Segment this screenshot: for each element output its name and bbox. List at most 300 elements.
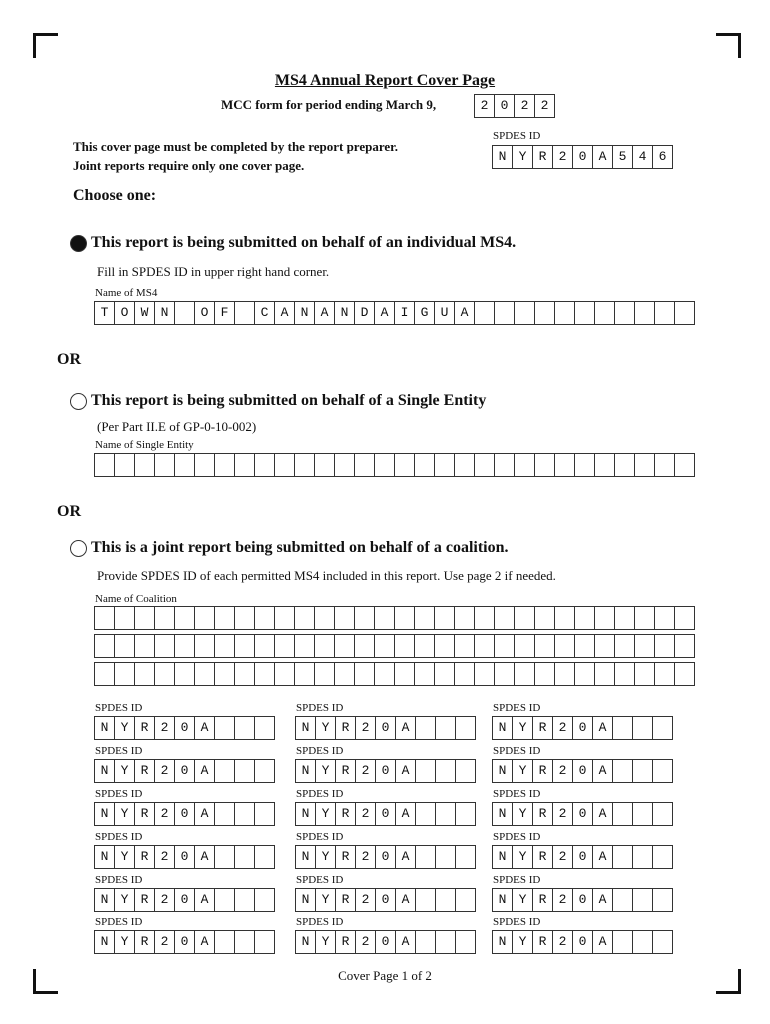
char-box[interactable]: N: [94, 888, 115, 912]
char-box[interactable]: 2: [154, 930, 175, 954]
char-box[interactable]: [415, 716, 436, 740]
char-box[interactable]: A: [395, 888, 416, 912]
char-box[interactable]: Y: [512, 845, 533, 869]
char-box[interactable]: [494, 453, 515, 477]
char-box[interactable]: R: [335, 759, 356, 783]
char-box[interactable]: [174, 453, 195, 477]
char-box[interactable]: [414, 662, 435, 686]
char-box[interactable]: N: [94, 759, 115, 783]
char-box[interactable]: [254, 845, 275, 869]
char-box[interactable]: [612, 930, 633, 954]
char-box[interactable]: 0: [375, 888, 396, 912]
char-box[interactable]: [652, 802, 673, 826]
option-individual-radio[interactable]: [70, 235, 87, 252]
coalition-spdes-field[interactable]: [295, 716, 476, 740]
char-box[interactable]: 2: [154, 888, 175, 912]
char-box[interactable]: [434, 606, 455, 630]
char-box[interactable]: 2: [474, 94, 495, 118]
char-box[interactable]: N: [492, 145, 513, 169]
char-box[interactable]: [554, 453, 575, 477]
char-box[interactable]: [234, 662, 255, 686]
char-box[interactable]: 2: [552, 888, 573, 912]
char-box[interactable]: N: [334, 301, 355, 325]
coalition-spdes-field[interactable]: [94, 759, 275, 783]
coalition-spdes-field[interactable]: [492, 759, 673, 783]
char-box[interactable]: A: [194, 845, 215, 869]
char-box[interactable]: 0: [174, 716, 195, 740]
char-box[interactable]: [154, 453, 175, 477]
char-box[interactable]: [214, 930, 235, 954]
char-box[interactable]: [294, 634, 315, 658]
char-box[interactable]: [514, 606, 535, 630]
char-box[interactable]: 0: [174, 888, 195, 912]
char-box[interactable]: [634, 606, 655, 630]
char-box[interactable]: I: [394, 301, 415, 325]
char-box[interactable]: Y: [114, 888, 135, 912]
char-box[interactable]: [455, 888, 476, 912]
char-box[interactable]: A: [194, 716, 215, 740]
char-box[interactable]: 2: [154, 845, 175, 869]
char-box[interactable]: [174, 301, 195, 325]
char-box[interactable]: 2: [154, 802, 175, 826]
char-box[interactable]: [414, 606, 435, 630]
char-box[interactable]: R: [532, 888, 553, 912]
char-box[interactable]: R: [134, 802, 155, 826]
char-box[interactable]: [652, 759, 673, 783]
char-box[interactable]: N: [295, 802, 316, 826]
char-box[interactable]: R: [532, 759, 553, 783]
char-box[interactable]: [114, 634, 135, 658]
char-box[interactable]: [254, 888, 275, 912]
char-box[interactable]: N: [295, 888, 316, 912]
char-box[interactable]: [234, 606, 255, 630]
char-box[interactable]: [674, 634, 695, 658]
char-box[interactable]: [594, 662, 615, 686]
char-box[interactable]: [454, 634, 475, 658]
char-box[interactable]: [214, 845, 235, 869]
char-box[interactable]: [274, 634, 295, 658]
char-box[interactable]: 2: [552, 845, 573, 869]
char-box[interactable]: A: [592, 759, 613, 783]
char-box[interactable]: Y: [315, 888, 336, 912]
char-box[interactable]: [554, 634, 575, 658]
char-box[interactable]: Y: [315, 759, 336, 783]
char-box[interactable]: [534, 634, 555, 658]
coalition-spdes-field[interactable]: [295, 759, 476, 783]
char-box[interactable]: [214, 662, 235, 686]
char-box[interactable]: U: [434, 301, 455, 325]
char-box[interactable]: 2: [355, 845, 376, 869]
coalition-spdes-field[interactable]: [94, 802, 275, 826]
char-box[interactable]: R: [134, 888, 155, 912]
char-box[interactable]: [674, 301, 695, 325]
char-box[interactable]: [614, 634, 635, 658]
char-box[interactable]: [455, 759, 476, 783]
char-box[interactable]: A: [592, 145, 613, 169]
single-entity-name-field[interactable]: [94, 453, 695, 477]
char-box[interactable]: 2: [552, 930, 573, 954]
char-box[interactable]: 2: [552, 802, 573, 826]
char-box[interactable]: [374, 634, 395, 658]
char-box[interactable]: [434, 662, 455, 686]
char-box[interactable]: [674, 453, 695, 477]
char-box[interactable]: Y: [512, 145, 533, 169]
char-box[interactable]: T: [94, 301, 115, 325]
option-coalition-radio[interactable]: [70, 540, 87, 557]
char-box[interactable]: R: [532, 802, 553, 826]
char-box[interactable]: [94, 662, 115, 686]
char-box[interactable]: A: [395, 802, 416, 826]
char-box[interactable]: R: [532, 145, 553, 169]
char-box[interactable]: Y: [315, 716, 336, 740]
char-box[interactable]: [455, 716, 476, 740]
char-box[interactable]: G: [414, 301, 435, 325]
char-box[interactable]: [174, 634, 195, 658]
char-box[interactable]: [514, 662, 535, 686]
char-box[interactable]: [154, 634, 175, 658]
char-box[interactable]: R: [335, 888, 356, 912]
char-box[interactable]: [374, 662, 395, 686]
char-box[interactable]: Y: [114, 716, 135, 740]
char-box[interactable]: N: [492, 759, 513, 783]
char-box[interactable]: [254, 634, 275, 658]
char-box[interactable]: [254, 930, 275, 954]
char-box[interactable]: [414, 453, 435, 477]
char-box[interactable]: O: [194, 301, 215, 325]
char-box[interactable]: N: [154, 301, 175, 325]
char-box[interactable]: Y: [114, 930, 135, 954]
char-box[interactable]: R: [532, 930, 553, 954]
char-box[interactable]: [134, 453, 155, 477]
char-box[interactable]: [632, 759, 653, 783]
char-box[interactable]: [254, 606, 275, 630]
char-box[interactable]: [194, 453, 215, 477]
char-box[interactable]: [554, 662, 575, 686]
char-box[interactable]: A: [374, 301, 395, 325]
char-box[interactable]: A: [395, 759, 416, 783]
char-box[interactable]: Y: [512, 888, 533, 912]
char-box[interactable]: R: [335, 802, 356, 826]
char-box[interactable]: Y: [315, 802, 336, 826]
char-box[interactable]: [254, 662, 275, 686]
spdes-main-field[interactable]: [492, 145, 673, 169]
char-box[interactable]: [632, 802, 653, 826]
char-box[interactable]: [455, 845, 476, 869]
coalition-spdes-field[interactable]: [295, 930, 476, 954]
char-box[interactable]: [415, 888, 436, 912]
char-box[interactable]: 2: [154, 759, 175, 783]
coalition-spdes-field[interactable]: [295, 845, 476, 869]
coalition-spdes-field[interactable]: [492, 930, 673, 954]
char-box[interactable]: N: [294, 301, 315, 325]
char-box[interactable]: [234, 759, 255, 783]
char-box[interactable]: [294, 606, 315, 630]
char-box[interactable]: [234, 930, 255, 954]
char-box[interactable]: N: [492, 930, 513, 954]
char-box[interactable]: [434, 634, 455, 658]
char-box[interactable]: [612, 888, 633, 912]
char-box[interactable]: [614, 453, 635, 477]
char-box[interactable]: N: [492, 888, 513, 912]
char-box[interactable]: 0: [572, 802, 593, 826]
char-box[interactable]: [415, 802, 436, 826]
char-box[interactable]: [435, 716, 456, 740]
char-box[interactable]: [154, 606, 175, 630]
char-box[interactable]: [534, 453, 555, 477]
char-box[interactable]: 2: [514, 94, 535, 118]
char-box[interactable]: [394, 662, 415, 686]
char-box[interactable]: [634, 301, 655, 325]
char-box[interactable]: A: [395, 930, 416, 954]
char-box[interactable]: 0: [375, 930, 396, 954]
char-box[interactable]: [574, 453, 595, 477]
char-box[interactable]: [394, 634, 415, 658]
char-box[interactable]: [234, 634, 255, 658]
char-box[interactable]: [234, 845, 255, 869]
char-box[interactable]: [214, 606, 235, 630]
char-box[interactable]: [654, 634, 675, 658]
char-box[interactable]: [632, 888, 653, 912]
char-box[interactable]: Y: [512, 716, 533, 740]
char-box[interactable]: N: [295, 930, 316, 954]
char-box[interactable]: 0: [572, 930, 593, 954]
char-box[interactable]: [254, 802, 275, 826]
char-box[interactable]: [612, 802, 633, 826]
char-box[interactable]: 0: [572, 888, 593, 912]
coalition-spdes-field[interactable]: [492, 716, 673, 740]
char-box[interactable]: [594, 606, 615, 630]
char-box[interactable]: [415, 930, 436, 954]
char-box[interactable]: [434, 453, 455, 477]
char-box[interactable]: [574, 662, 595, 686]
char-box[interactable]: Y: [114, 845, 135, 869]
char-box[interactable]: R: [532, 845, 553, 869]
char-box[interactable]: [594, 301, 615, 325]
char-box[interactable]: [314, 453, 335, 477]
option-single-entity-radio[interactable]: [70, 393, 87, 410]
char-box[interactable]: 0: [494, 94, 515, 118]
char-box[interactable]: [394, 453, 415, 477]
char-box[interactable]: [214, 716, 235, 740]
char-box[interactable]: F: [214, 301, 235, 325]
char-box[interactable]: 5: [612, 145, 633, 169]
char-box[interactable]: A: [314, 301, 335, 325]
coalition-name-field-row[interactable]: [94, 662, 695, 686]
char-box[interactable]: [494, 662, 515, 686]
char-box[interactable]: [114, 606, 135, 630]
char-box[interactable]: [94, 453, 115, 477]
char-box[interactable]: [214, 759, 235, 783]
char-box[interactable]: [654, 301, 675, 325]
char-box[interactable]: [435, 845, 456, 869]
char-box[interactable]: N: [295, 845, 316, 869]
char-box[interactable]: Y: [512, 802, 533, 826]
char-box[interactable]: [435, 802, 456, 826]
coalition-spdes-field[interactable]: [94, 845, 275, 869]
char-box[interactable]: 2: [355, 888, 376, 912]
char-box[interactable]: A: [592, 802, 613, 826]
char-box[interactable]: [314, 662, 335, 686]
char-box[interactable]: [234, 802, 255, 826]
char-box[interactable]: O: [114, 301, 135, 325]
char-box[interactable]: A: [194, 888, 215, 912]
char-box[interactable]: [632, 716, 653, 740]
coalition-spdes-field[interactable]: [94, 716, 275, 740]
char-box[interactable]: [634, 453, 655, 477]
char-box[interactable]: 0: [572, 716, 593, 740]
char-box[interactable]: A: [592, 716, 613, 740]
coalition-spdes-field[interactable]: [94, 888, 275, 912]
char-box[interactable]: [435, 759, 456, 783]
char-box[interactable]: [314, 634, 335, 658]
char-box[interactable]: [134, 662, 155, 686]
char-box[interactable]: 0: [174, 845, 195, 869]
char-box[interactable]: N: [492, 845, 513, 869]
char-box[interactable]: [114, 453, 135, 477]
coalition-spdes-field[interactable]: [492, 802, 673, 826]
char-box[interactable]: [514, 301, 535, 325]
char-box[interactable]: [612, 716, 633, 740]
char-box[interactable]: [474, 606, 495, 630]
char-box[interactable]: [435, 888, 456, 912]
char-box[interactable]: [652, 888, 673, 912]
char-box[interactable]: [634, 634, 655, 658]
char-box[interactable]: [612, 759, 633, 783]
char-box[interactable]: N: [94, 845, 115, 869]
char-box[interactable]: [494, 634, 515, 658]
char-box[interactable]: N: [94, 930, 115, 954]
char-box[interactable]: [654, 662, 675, 686]
char-box[interactable]: [174, 662, 195, 686]
char-box[interactable]: [454, 453, 475, 477]
char-box[interactable]: [274, 453, 295, 477]
char-box[interactable]: R: [134, 845, 155, 869]
char-box[interactable]: Y: [512, 759, 533, 783]
char-box[interactable]: 2: [355, 716, 376, 740]
char-box[interactable]: [574, 301, 595, 325]
char-box[interactable]: [234, 888, 255, 912]
char-box[interactable]: [194, 662, 215, 686]
char-box[interactable]: C: [254, 301, 275, 325]
char-box[interactable]: [594, 634, 615, 658]
coalition-spdes-field[interactable]: [94, 930, 275, 954]
char-box[interactable]: [214, 802, 235, 826]
char-box[interactable]: [374, 453, 395, 477]
char-box[interactable]: R: [335, 716, 356, 740]
char-box[interactable]: [632, 845, 653, 869]
char-box[interactable]: N: [295, 759, 316, 783]
char-box[interactable]: [234, 301, 255, 325]
char-box[interactable]: [214, 888, 235, 912]
char-box[interactable]: [94, 634, 115, 658]
char-box[interactable]: 2: [355, 802, 376, 826]
char-box[interactable]: [94, 606, 115, 630]
char-box[interactable]: 2: [552, 145, 573, 169]
ms4-name-field[interactable]: [94, 301, 695, 325]
char-box[interactable]: [534, 662, 555, 686]
char-box[interactable]: [612, 845, 633, 869]
char-box[interactable]: [674, 662, 695, 686]
char-box[interactable]: A: [395, 845, 416, 869]
char-box[interactable]: R: [134, 716, 155, 740]
char-box[interactable]: [614, 606, 635, 630]
char-box[interactable]: 2: [154, 716, 175, 740]
char-box[interactable]: [514, 453, 535, 477]
char-box[interactable]: [554, 301, 575, 325]
char-box[interactable]: [632, 930, 653, 954]
char-box[interactable]: Y: [114, 802, 135, 826]
coalition-name-field-row[interactable]: [94, 606, 695, 630]
char-box[interactable]: [334, 662, 355, 686]
char-box[interactable]: [634, 662, 655, 686]
char-box[interactable]: 2: [355, 930, 376, 954]
coalition-spdes-field[interactable]: [492, 888, 673, 912]
char-box[interactable]: [334, 634, 355, 658]
char-box[interactable]: [154, 662, 175, 686]
year-field[interactable]: [474, 94, 555, 118]
char-box[interactable]: N: [492, 716, 513, 740]
coalition-spdes-field[interactable]: [295, 802, 476, 826]
char-box[interactable]: [494, 301, 515, 325]
char-box[interactable]: [614, 662, 635, 686]
char-box[interactable]: A: [592, 888, 613, 912]
char-box[interactable]: [174, 606, 195, 630]
char-box[interactable]: [314, 606, 335, 630]
char-box[interactable]: 4: [632, 145, 653, 169]
char-box[interactable]: N: [94, 802, 115, 826]
char-box[interactable]: [514, 634, 535, 658]
char-box[interactable]: [415, 759, 436, 783]
char-box[interactable]: 0: [572, 845, 593, 869]
char-box[interactable]: [674, 606, 695, 630]
char-box[interactable]: [234, 716, 255, 740]
char-box[interactable]: [474, 301, 495, 325]
char-box[interactable]: 2: [552, 716, 573, 740]
char-box[interactable]: [294, 662, 315, 686]
char-box[interactable]: [574, 634, 595, 658]
char-box[interactable]: 2: [552, 759, 573, 783]
char-box[interactable]: [194, 634, 215, 658]
char-box[interactable]: [274, 662, 295, 686]
char-box[interactable]: A: [194, 802, 215, 826]
char-box[interactable]: R: [532, 716, 553, 740]
char-box[interactable]: A: [274, 301, 295, 325]
char-box[interactable]: D: [354, 301, 375, 325]
char-box[interactable]: [614, 301, 635, 325]
char-box[interactable]: 0: [174, 759, 195, 783]
coalition-name-field-row[interactable]: [94, 634, 695, 658]
char-box[interactable]: [654, 453, 675, 477]
char-box[interactable]: A: [194, 759, 215, 783]
char-box[interactable]: [334, 453, 355, 477]
char-box[interactable]: [454, 662, 475, 686]
char-box[interactable]: Y: [315, 845, 336, 869]
char-box[interactable]: [194, 606, 215, 630]
char-box[interactable]: R: [134, 930, 155, 954]
char-box[interactable]: [134, 606, 155, 630]
char-box[interactable]: [494, 606, 515, 630]
char-box[interactable]: 0: [174, 930, 195, 954]
char-box[interactable]: [454, 606, 475, 630]
char-box[interactable]: [455, 930, 476, 954]
char-box[interactable]: [534, 301, 555, 325]
char-box[interactable]: 0: [375, 845, 396, 869]
char-box[interactable]: [134, 634, 155, 658]
char-box[interactable]: [455, 802, 476, 826]
char-box[interactable]: [594, 453, 615, 477]
char-box[interactable]: R: [134, 759, 155, 783]
char-box[interactable]: [114, 662, 135, 686]
